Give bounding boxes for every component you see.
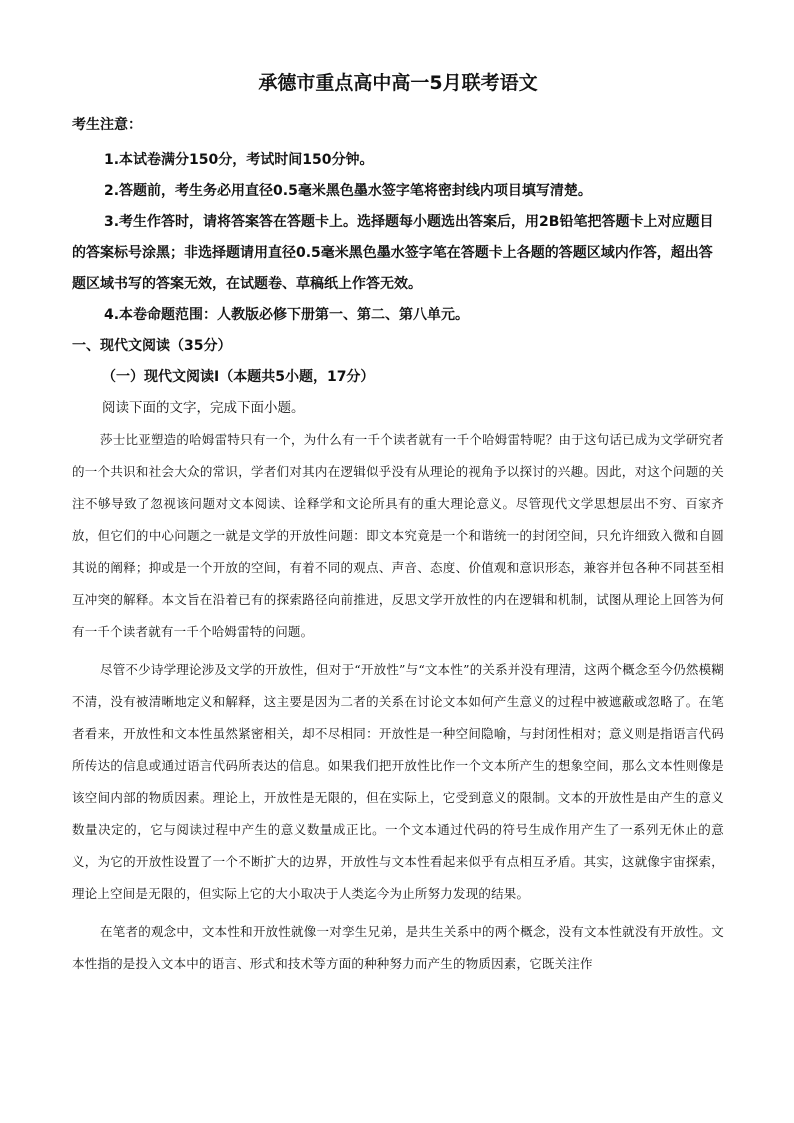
passage-paragraph-1: 莎士比亚塑造的哈姆雷特只有一个，为什么有一千个读者就有一千个哈姆雷特呢？由于这句话已成为文学研究者的一个共识和社会大众的常识，学者们对其内在逻辑似乎没有从理论的视角予以探讨的兴趣。因此，对这个问题的关注不够导致了忽视该问题对文本阅读、诠释学和文论所具有的重大理论意义。尽管现代文学思想层出不穷、百家齐放，但它们的中心问题之一就是文学的开放性问题：即文本究竟是一个和谐统一的封闭空间，只允许细致入微和自圆其说的阐释；抑或是一个开放的空间，有着不同的观点、声音、态度、价值观和意识形态，兼容并包各种不同甚至相互冲突的解释。本文旨在沿着已有的探索路径向前推进，反思文学开放性的内在逻辑和机制，试图从理论上回答为何有一千个读者就有一千个哈姆雷特的问题。 <box>72 432 724 639</box>
exam-page <box>72 66 724 986</box>
notice-item-2: 2.答题前，考生务必用直径0.5毫米黑色墨水签字笔将密封线内项目填写清楚。 <box>104 183 592 199</box>
reading-instruction: 阅读下面的文字，完成下面小题。 <box>102 400 305 416</box>
notice-item-1: 1.本试卷满分150分，考试时间150分钟。 <box>104 152 374 168</box>
section-heading: 一、现代文阅读（35分） <box>72 338 232 354</box>
passage-paragraph-3: 在笔者的观念中，文本性和开放性就像一对孪生兄弟，是共生关系中的两个概念，没有文本性就没有开放性。文本性指的是投入文本中的语言、形式和技术等方面的种种努力而产生的物质因素，它既关注作 <box>72 924 724 971</box>
subsection-heading: （一）现代文阅读Ⅰ（本题共5小题，17分） <box>102 369 375 385</box>
exam-title: 承德市重点高中高一5月联考语文 <box>258 72 538 94</box>
notice-heading: 考生注意： <box>72 117 142 133</box>
notice-item-3: 3.考生作答时，请将答案答在答题卡上。选择题每小题选出答案后，用2B铅笔把答题卡上对应题目的答案标号涂黑；非选择题请用直径0.5毫米黑色墨水签字笔在答题卡上各题的答题区域内作答，超出答题区域书写的答案无效，在试题卷、草稿纸上作答无效。 <box>72 214 714 292</box>
passage-paragraph-2: 尽管不少诗学理论涉及文学的开放性，但对于“开放性”与“文本性”的关系并没有理清，这两个概念至今仍然模糊不清，没有被清晰地定义和解释，这主要是因为二者的关系在讨论文本如何产生意义的过程中被遮蔽或忽略了。在笔者看来，开放性和文本性虽然紧密相关，却不尽相同：开放性是一种空间隐喻，与封闭性相对；意义则是指语言代码所传达的信息或通过语言代码所表达的信息。如果我们把开放性比作一个文本所产生的想象空间，那么文本性则像是该空间内部的物质因素。理论上，开放性是无限的，但在实际上，它受到意义的限制。文本的开放性是由产生的意义数量决定的，它与阅读过程中产生的意义数量成正比。一个文本通过代码的符号生成作用产生了一系列无休止的意义，为它的开放性设置了一个不断扩大的边界，开放性与文本性看起来似乎有点相互矛盾。其实，这就像宇宙探索，理论上空间是无限的，但实际上它的大小取决于人类迄今为止所努力发现的结果。 <box>72 662 724 901</box>
notice-item-4: 4.本卷命题范围：人教版必修下册第一、第二、第八单元。 <box>104 307 470 323</box>
